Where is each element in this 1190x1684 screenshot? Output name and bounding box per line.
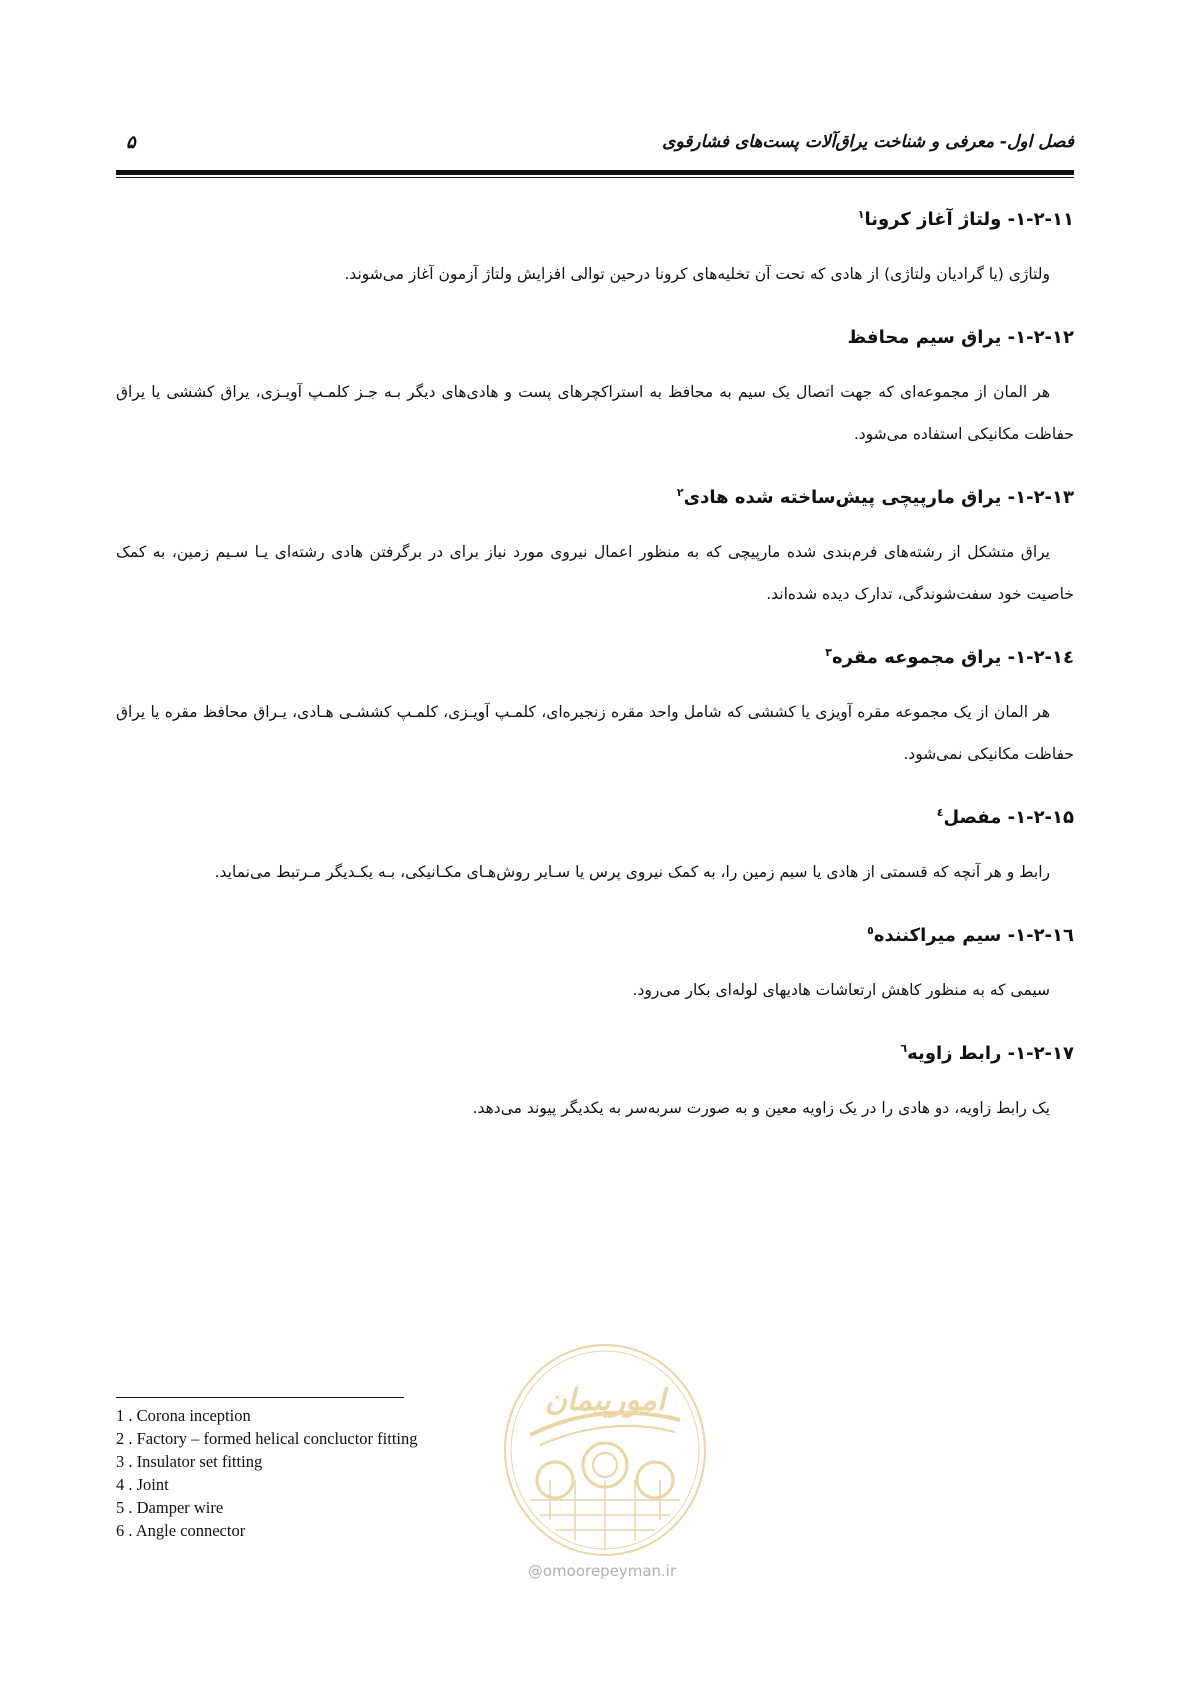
heading-text: ۱-۲-۱۲- یراق سیم محافظ (847, 327, 1074, 348)
footnote-mark: ۱ (857, 208, 865, 221)
chapter-title: فصل اول- معرفی و شناخت یراق‌آلات پست‌های فشارقوی (662, 132, 1074, 152)
section-paragraph: هر المان از مجموعه‌ای که جهت اتصال یک سیم به محافظ به استراکچرهای پست و هادی‌های دیگر بـه جـز کلمـپ آویـزی، یراق کششی یا یراق حفاظت مکانیکی استفاده می‌شود. (116, 383, 1074, 443)
footnote-mark: ۲ (676, 486, 684, 499)
section-paragraph: یراق متشکل از رشته‌های فرم‌بندی شده مارپیچی که به منظور اعمال نیروی مورد نیاز برای در برگرفتن هادی رشته‌ای یـا سـیم زمین، به کمک خاصیت خود سفت‌شوندگی، تدارک دیده شده‌اند. (116, 543, 1074, 603)
section-heading (116, 323, 1074, 353)
section-1-2-13 (116, 483, 1074, 615)
section-paragraph: رابط و هر آنچه که قسمتی از هادی یا سیم زمین را، به کمک نیروی پرس یا سـایر روش‌هـای مکـانیکی، بـه یکـدیگر مـرتبط می‌نماید. (214, 863, 1050, 881)
section-1-2-11 (116, 205, 1074, 295)
section-1-2-17 (116, 1039, 1074, 1129)
footnote-6: 6 . Angle connector (116, 1521, 246, 1540)
section-heading (116, 483, 1074, 513)
footnote-5: 5 . Damper wire (116, 1498, 224, 1517)
section-paragraph: سیمی که به منظور کاهش ارتعاشات هادیهای لوله‌ای بکار می‌رود. (632, 981, 1050, 999)
footnote-mark: ٥ (867, 924, 874, 937)
footnote-mark: ۳ (825, 646, 833, 659)
footnote-mark: ٦ (900, 1042, 908, 1055)
footnotes-list (116, 1404, 418, 1542)
section-heading (116, 921, 1074, 951)
heading-text: ۱-۲-۱۱- ولتاژ آغاز کرونا (864, 209, 1074, 230)
section-paragraph: هر المان از یک مجموعه مقره آویزی یا کششی که شامل واحد مقره زنجیره‌ای، کلمـپ آویـزی، کلمـپ کششـی هـادی، یـراق محافظ مقره یا یراق حفاظت مکانیکی نمی‌شود. (116, 703, 1074, 763)
section-heading (116, 1039, 1074, 1069)
section-1-2-16 (116, 921, 1074, 1011)
footnote-3: 3 . Insulator set fitting (116, 1452, 263, 1471)
footnote-4: 4 . Joint (116, 1475, 169, 1494)
footnote-mark: ٤ (936, 806, 944, 819)
section-heading (116, 643, 1074, 673)
watermark-logo (500, 1340, 710, 1560)
section-heading (116, 205, 1074, 235)
heading-text: ۱-۲-۱۷- رابط زاویه (907, 1043, 1074, 1064)
watermark-url: @omoorepeyman.ir (527, 1562, 677, 1580)
section-1-2-12 (116, 323, 1074, 455)
heading-text: ۱-۲-۱۳- یراق مارپیچی پیش‌ساخته شده هادی (683, 487, 1074, 508)
footnote-1: 1 . Corona inception (116, 1406, 251, 1425)
header-rule-thin (116, 177, 1074, 178)
header-rule-thick (116, 170, 1074, 175)
heading-text: ۱-۲-۱٤- یراق مجموعه مقره (832, 647, 1074, 668)
heading-text: ۱-۲-۱۵- مفصل (943, 807, 1074, 828)
section-1-2-14 (116, 643, 1074, 775)
section-1-2-15 (116, 803, 1074, 893)
section-heading (116, 803, 1074, 833)
section-paragraph: یک رابط زاویه، دو هادی را در یک زاویه معین و به صورت سربه‌سر به یکدیگر پیوند می‌دهد. (472, 1099, 1050, 1117)
heading-text: ۱-۲-۱٦- سیم میراکننده (873, 925, 1074, 946)
section-paragraph: ولتاژی (یا گرادیان ولتاژی) از هادی که تحت آن تخلیه‌های کرونا درحین توالی افزایش ولتاژ آزمون آغاز می‌شوند. (344, 265, 1050, 283)
page-number: ۵ (126, 132, 136, 153)
body-content (116, 205, 1074, 1157)
footnote-2: 2 . Factory – formed helical concluctor fitting (116, 1429, 418, 1448)
running-header (116, 128, 1074, 164)
watermark-logo-text: امورپیمان (544, 1383, 666, 1418)
footnote-separator (116, 1397, 404, 1398)
